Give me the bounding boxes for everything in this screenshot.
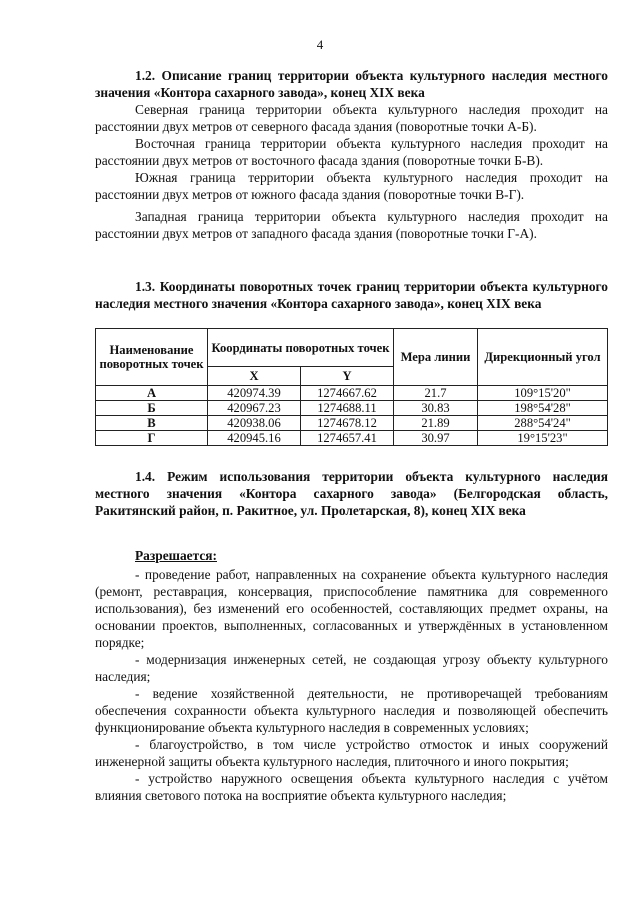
x-value: 420967.23 [208,401,301,416]
x-value: 420945.16 [208,431,301,446]
measure-value: 21.89 [394,416,478,431]
header-y: Y [301,367,394,386]
header-point-name: Наименование поворотных точек [96,329,208,386]
section-1-2 [95,67,608,242]
measure-value: 21.7 [394,386,478,401]
section-1-3-heading: 1.3. Координаты поворотных точек границ территории объекта культурного наследия местного значения «Контора сахарного завода», конец XIX века [95,279,608,311]
page-number: 4 [316,37,324,52]
section-1-4-heading: 1.4. Режим использования территории объекта культурного наследия местного значения «Контора сахарного завода» (Белгородская область, Ракитянский район, п. Ракитное, ул. Пролетарская, 8), конец XIX века [95,469,608,518]
angle-value: 198°54'28" [478,401,608,416]
header-angle: Дирекционный угол [478,329,608,386]
table-row [96,431,608,446]
section-1-2-heading: 1.2. Описание границ территории объекта культурного наследия местного значения «Контора сахарного завода», конец XIX века [95,68,608,100]
south-boundary-paragraph: Южная граница территории объекта культурного наследия проходит на расстоянии двух метров от южного фасада здания (поворотные точки В-Г). [95,170,608,202]
west-boundary-paragraph: Западная граница территории объекта культурного наследия проходит на расстоянии двух метров от западного фасада здания (поворотные точки Г-А). [95,209,608,241]
east-boundary-paragraph: Восточная граница территории объекта культурного наследия проходит на расстоянии двух метров от восточного фасада здания (поворотные точки Б-В). [95,136,608,168]
point-name: Г [96,431,208,446]
header-measure: Мера линии [394,329,478,386]
allowed-title: Разрешается: [135,548,217,563]
x-value: 420938.06 [208,416,301,431]
table-row [96,416,608,431]
section-1-4 [95,468,608,519]
header-coordinates: Координаты поворотных точек [208,329,394,367]
allowed-item: - благоустройство, в том числе устройство отмосток и иных сооружений инженерной защиты объекта культурного наследия, плиточного и иного покрытия; [95,737,608,769]
point-name: А [96,386,208,401]
angle-value: 19°15'23" [478,431,608,446]
coordinates-table [95,328,608,446]
allowed-item: - ведение хозяйственной деятельности, не противоречащей требованиям обеспечения сохранности объекта культурного наследия и позволяющей обеспечить функционирование объекта культурного наследия в современных условиях; [95,686,608,735]
measure-value: 30.83 [394,401,478,416]
y-value: 1274667.62 [301,386,394,401]
y-value: 1274688.11 [301,401,394,416]
allowed-section [95,547,608,804]
angle-value: 288°54'24" [478,416,608,431]
section-1-3 [95,278,608,312]
header-x: X [208,367,301,386]
table-row [96,401,608,416]
angle-value: 109°15'20" [478,386,608,401]
allowed-item: - проведение работ, направленных на сохранение объекта культурного наследия (ремонт, реставрация, консервация, приспособление памятника для современного использования), без изменений его особенностей, составляющих предмет охраны, на основании проектов, выполненных, согласованных и утверждённых в установленном порядке; [95,567,608,650]
north-boundary-paragraph: Северная граница территории объекта культурного наследия проходит на расстоянии двух метров от северного фасада здания (поворотные точки А-Б). [95,102,608,134]
point-name: В [96,416,208,431]
table-row [96,386,608,401]
measure-value: 30.97 [394,431,478,446]
allowed-item: - устройство наружного освещения объекта культурного наследия с учётом влияния светового потока на восприятие объекта культурного наследия; [95,771,608,803]
allowed-item: - модернизация инженерных сетей, не создающая угрозу объекту культурного наследия; [95,652,608,684]
y-value: 1274657.41 [301,431,394,446]
x-value: 420974.39 [208,386,301,401]
point-name: Б [96,401,208,416]
y-value: 1274678.12 [301,416,394,431]
